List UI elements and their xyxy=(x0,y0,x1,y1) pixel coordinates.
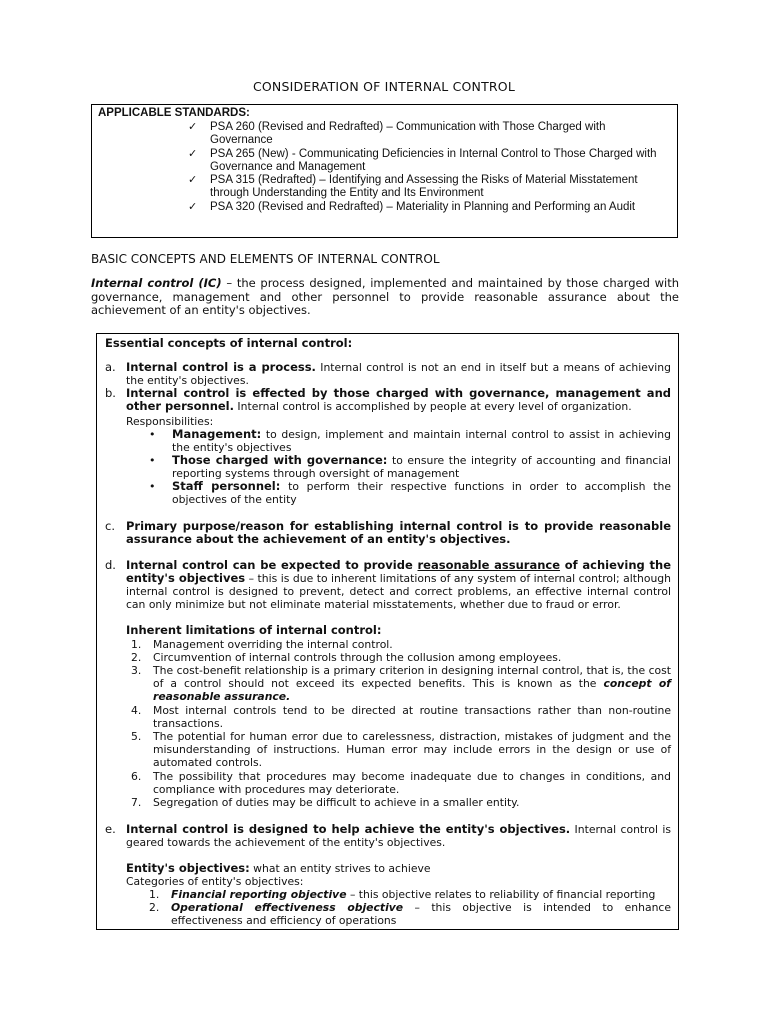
standard-item: ✓ PSA 265 (New) - Communicating Deficiencies in Internal Control to Those Charged with Governance and Management xyxy=(188,148,657,173)
list-number: 6. xyxy=(131,770,142,783)
list-number: 7. xyxy=(131,796,142,809)
essential-concepts-box xyxy=(96,333,679,930)
list-number: 3. xyxy=(131,664,142,677)
list-number: 2. xyxy=(149,901,160,914)
entity-objectives: Entity's objectives: what an entity strives to achieve xyxy=(126,861,431,875)
responsibility-item: Those charged with governance: to ensure the integrity of accounting and financial reporting systems through oversight of management xyxy=(172,453,671,480)
list-number: 1. xyxy=(131,638,142,651)
page-title: CONSIDERATION OF INTERNAL CONTROL xyxy=(252,79,516,94)
standard-item: ✓ PSA 315 (Redrafted) – Identifying and Assessing the Risks of Material Misstatement through Understanding the Entity and Its Environment xyxy=(188,174,638,199)
concept-e: Internal control is designed to help achieve the entity's objectives. Internal control is geared towards the achievement of the entity's objectives. xyxy=(126,822,671,849)
limitation-item: The possibility that procedures may become inadequate due to changes in conditions, and compliance with procedures may deteriorate. xyxy=(153,770,671,796)
item-label: d. xyxy=(105,558,116,572)
bullet-icon: • xyxy=(149,428,156,441)
limitation-item: Most internal controls tend to be directed at routine transactions rather than non-routine transactions. xyxy=(153,704,671,730)
list-number: 5. xyxy=(131,730,142,743)
list-number: 4. xyxy=(131,704,142,717)
concept-d: Internal control can be expected to provide reasonable assurance of achieving the entity's objectives – this is due to inherent limitations of any system of internal control; although internal control is designed to prevent, detect and correct problems, an effective internal control can only minimize but not eliminate material misstatements, whether due to fraud or error. xyxy=(126,558,671,611)
section-heading: BASIC CONCEPTS AND ELEMENTS OF INTERNAL CONTROL xyxy=(91,252,440,266)
objective-category: Operational effectiveness objective – this objective is intended to enhance effectiveness and efficiency of operations xyxy=(171,901,671,927)
standard-item: ✓ PSA 320 (Revised and Redrafted) – Materiality in Planning and Performing an Audit xyxy=(188,201,636,213)
limitation-item: The cost-benefit relationship is a primary criterion in designing internal control, that is, the cost of a control should not exceed its expected benefits. This is known as the concept of reasonable assurance. xyxy=(153,664,671,703)
categories-label: Categories of entity's objectives: xyxy=(126,875,304,888)
standard-item: ✓ PSA 260 (Revised and Redrafted) – Communication with Those Charged with Governance xyxy=(188,121,606,146)
bullet-icon: • xyxy=(149,454,156,467)
applicable-standards-box xyxy=(91,104,678,238)
limitation-item: Management overriding the internal control. xyxy=(153,638,393,651)
limitation-item: The potential for human error due to carelessness, distraction, mistakes of judgment and the misunderstanding of instructions. Human error may include errors in the design or use of automated controls. xyxy=(153,730,671,769)
bullet-icon: • xyxy=(149,480,156,493)
responsibilities-label: Responsibilities: xyxy=(126,415,214,428)
item-label: a. xyxy=(105,360,116,374)
check-icon: ✓ xyxy=(188,174,198,186)
list-number: 1. xyxy=(149,888,160,901)
item-label: e. xyxy=(105,822,116,836)
item-label: b. xyxy=(105,386,116,400)
concept-b: Internal control is effected by those charged with governance, management and other personnel. Internal control is accomplished by people at every level of organization. xyxy=(126,386,671,413)
objective-category: Financial reporting objective – this objective relates to reliability of financial reporting xyxy=(171,888,656,901)
essential-heading: Essential concepts of internal control: xyxy=(105,336,353,350)
concept-a: Internal control is a process. Internal control is not an end in itself but a means of achieving the entity's objectives. xyxy=(126,360,672,387)
limitations-heading: Inherent limitations of internal control: xyxy=(126,623,382,637)
check-icon: ✓ xyxy=(188,121,198,133)
internal-control-definition: Internal control (IC) – the process designed, implemented and maintained by those charged with governance, management and other personnel to provide reasonable assurance about the achievement of an entity's objectives. xyxy=(91,276,680,317)
list-number: 2. xyxy=(131,651,142,664)
standards-heading: APPLICABLE STANDARDS: xyxy=(98,107,250,119)
check-icon: ✓ xyxy=(188,148,198,160)
item-label: c. xyxy=(105,519,115,533)
responsibility-item: Management: to design, implement and maintain internal control to assist in achieving the entity's objectives xyxy=(172,427,671,454)
limitation-item: Circumvention of internal controls through the collusion among employees. xyxy=(153,651,562,664)
concept-c: Primary purpose/reason for establishing internal control is to provide reasonable assurance about the achievement of an entity's objectives. xyxy=(126,519,671,546)
responsibility-item: Staff personnel: to perform their respective functions in order to accomplish the objectives of the entity xyxy=(172,479,671,506)
limitation-item: Segregation of duties may be difficult to achieve in a smaller entity. xyxy=(153,796,520,809)
check-icon: ✓ xyxy=(188,201,198,213)
